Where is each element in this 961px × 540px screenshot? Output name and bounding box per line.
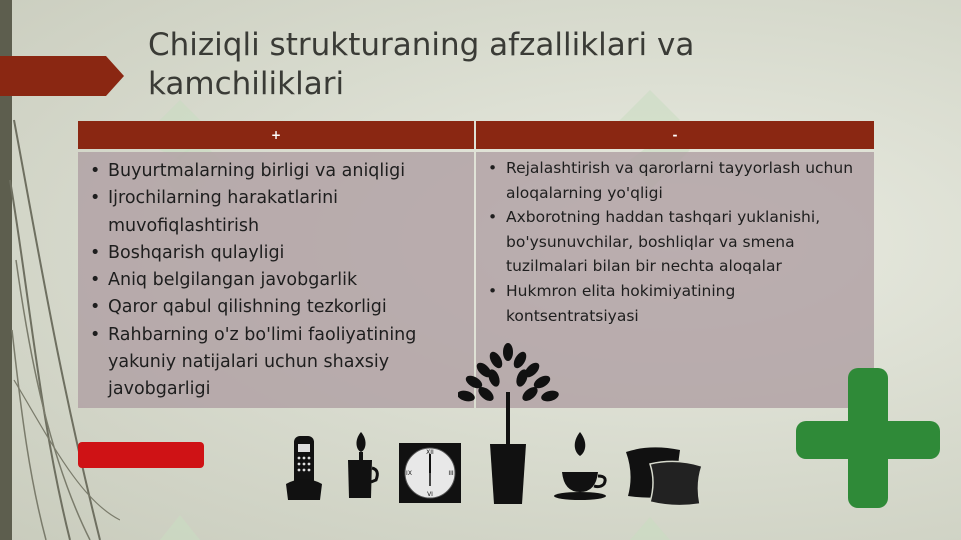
disadvantages-list — [484, 156, 866, 328]
slide-title: Chiziqli strukturaning afzalliklari va kamchiliklari — [148, 27, 695, 102]
list-item: • Boshqarish qulayligi — [86, 240, 466, 267]
list-item: • Buyurtmalarning birligi va aniqligi — [86, 158, 466, 185]
bullet: • — [90, 270, 101, 291]
plus-sign-decoration — [796, 421, 940, 459]
candle-icon — [342, 430, 380, 500]
svg-text:III: III — [448, 470, 454, 477]
bullet: • — [90, 242, 101, 263]
bullet: • — [488, 208, 498, 227]
bullet: • — [90, 324, 101, 345]
svg-text:XII: XII — [426, 449, 434, 456]
potted-tree-icon — [458, 342, 562, 506]
cordless-phone-icon — [284, 434, 324, 502]
bullet: • — [90, 161, 101, 181]
list-item: • Qaror qabul qilishning tezkorligi — [86, 294, 466, 321]
svg-text:VI: VI — [427, 491, 433, 498]
coffee-cup-icon — [552, 430, 614, 506]
clock-icon — [398, 442, 462, 504]
list-item: • Rejalashtirish va qarorlarni tayyorlash uchun aloqalarning yo'qligi — [484, 156, 866, 205]
title-accent-tab — [0, 56, 124, 96]
bullet: • — [90, 297, 101, 318]
watermark-shape — [620, 505, 680, 540]
svg-text:IX: IX — [406, 470, 412, 477]
header-minus: - — [476, 121, 874, 149]
bullet: • — [488, 159, 498, 177]
minus-sign-decoration — [78, 442, 204, 468]
bullet: • — [488, 281, 498, 300]
list-item: • Hukmron elita hokimiyatining kontsentratsiyasi — [484, 279, 866, 328]
advantages-list — [86, 158, 466, 404]
advantages-cell — [78, 152, 474, 408]
pillows-icon — [620, 442, 706, 508]
header-plus: + — [78, 121, 474, 149]
list-item: • Aniq belgilangan javobgarlik — [86, 267, 466, 294]
list-item: • Rahbarning o'z bo'limi faoliyatining yakuniy natijalari uchun shaxsiy javobgarligi — [86, 322, 466, 404]
bullet: • — [90, 188, 101, 209]
list-item: • Ijrochilarning harakatlarini muvofiqlashtirish — [86, 185, 466, 240]
list-item: • Axborotning haddan tashqari yuklanishi, bo'ysunuvchilar, boshliqlar va smena tuzilmalari bilan bir nechta aloqalar — [484, 205, 866, 279]
watermark-shape — [150, 500, 210, 540]
